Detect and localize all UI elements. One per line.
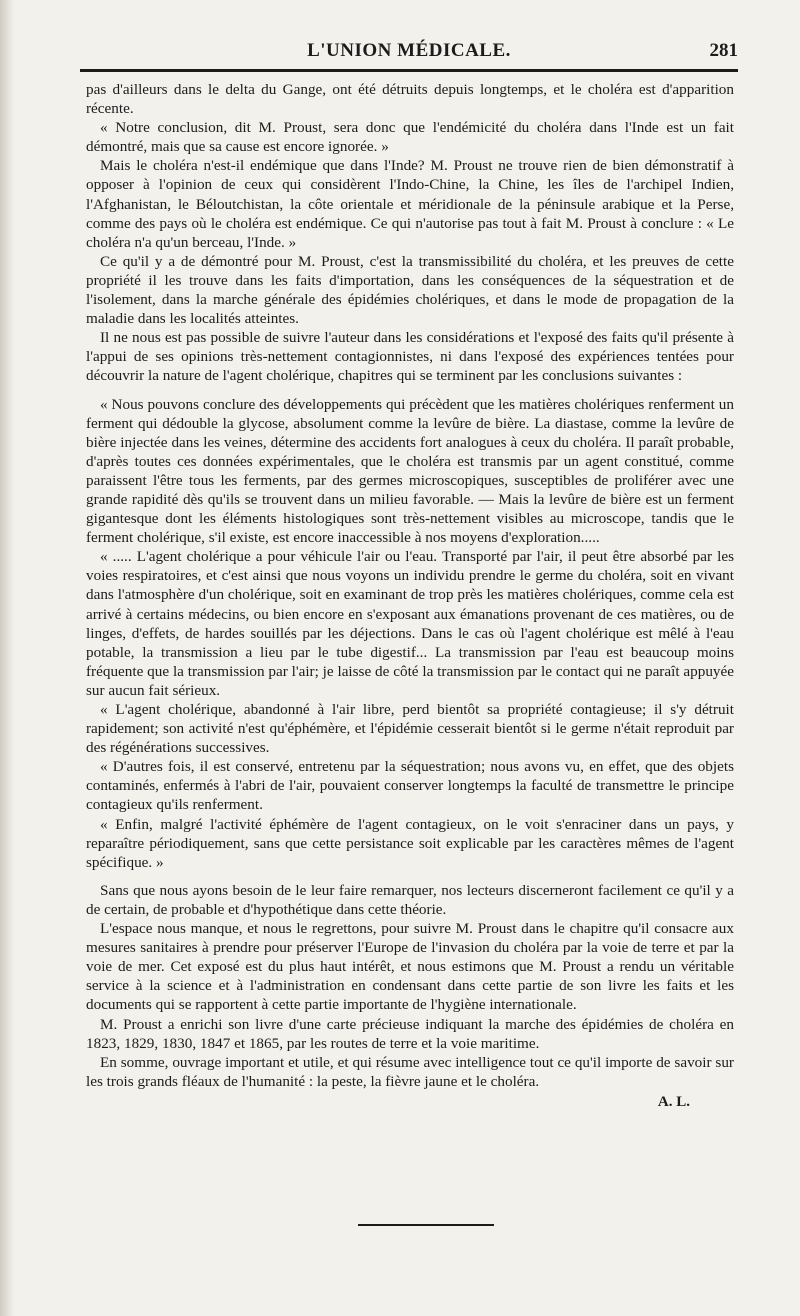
author-signature: A. L. <box>657 1093 690 1110</box>
quote-paragraph-1: « Nous pouvons conclure des développements qui précèdent que les matières cholériques renferment un ferment qui dédouble la glycose, absolument comme la levûre de bière. La diastase, comme la levûre de bière injectée dans les veines, détermine des accidents fort analogues à ceux du choléra. Il paraît probable, d'après toutes ces données expérimentales, que le choléra est transmis par un agent constitué, comme paraissent l'être tous les ferments, par des germes microscopiques, susceptibles de proliférer avec une grande rapidité dès qu'ils se trouvent dans un milieu favorable. — Mais la levûre de bière est un ferment gigantesque dont les éléments histologiques sont très-nettement visibles au microscope, tandis que le ferment cholérique, s'il existe, est encore inaccessible à nos moyens d'exploration..... <box>86 395 734 547</box>
paragraph-1: pas d'ailleurs dans le delta du Gange, ont été détruits depuis longtemps, et le choléra est d'apparition récente. <box>86 81 734 118</box>
quote-paragraph-2: « ..... L'agent cholérique a pour véhicule l'air ou l'eau. Transporté par l'air, il peut être absorbé par les voies respiratoires, et c'est ainsi que nous voyons un individu prendre le germe du choléra, soit en vivant dans l'atmosphère d'un cholérique, soit en examinant de trop près les matières cholériques, comme cela est arrivé à certains médecins, ou bien encore en s'exposant aux émanations provenant de ces matières, ou de linges, d'effets, de hardes souillés par les déjections. Dans le cas où l'agent cholérique est mêlé à l'eau potable, la transmission a lieu par le tube digestif... La transmission par l'eau est beaucoup moins fréquente que la transmission par l'air; je laisse de côté la transmission par le contact qui ne paraît appuyée sur aucun fait sérieux. <box>86 548 734 699</box>
paragraph-4: Ce qu'il y a de démontré pour M. Proust, c'est la transmissibilité du choléra, et les preuves de cette propriété il les trouve dans les faits d'importation, dans les conséquences de la séquestration et de l'isolement, dans la marche générale des épidémies cholériques, et dans le mode de propagation de la maladie dans les localités atteintes. <box>86 252 734 328</box>
quote-paragraph-3: « L'agent cholérique, abandonné à l'air libre, perd bientôt sa propriété contagieuse; il s'y détruit rapidement; son activité n'est qu'éphémère, et l'épidémie cesserait bientôt si le germe n'était reproduit par des régénérations successives. <box>86 701 734 757</box>
page-header <box>80 40 738 66</box>
paragraph-5: Il ne nous est pas possible de suivre l'auteur dans les considérations et l'exposé des faits qu'il présente à l'appui de ses opinions très-nettement contagionnistes, ni dans l'exposé des expériences tentées pour découvrir la nature de l'agent cholérique, chapitres qui se terminent par les conclusions suivantes : <box>86 329 734 385</box>
page-number: 281 <box>709 40 738 61</box>
end-rule <box>358 1224 494 1226</box>
page-spine-shadow <box>0 0 14 1316</box>
paragraph-3: Mais le choléra n'est-il endémique que dans l'Inde? M. Proust ne trouve rien de bien démonstratif à opposer à l'opinion de ceux qui considèrent l'Indo-Chine, la Chine, les îles de l'archipel Indien, l'Afghanistan, le Béloutchistan, la côte orientale et méridionale de la péninsule arabique et la Perse, comme des pays où le choléra est endémique. Ce qui n'autorise pas tout à fait M. Proust à conclure : « Le choléra n'a qu'un berceau, l'Inde. » <box>86 157 734 251</box>
paragraph-2: « Notre conclusion, dit M. Proust, sera donc que l'endémicité du choléra dans l'Inde est un fait démontré, mais que sa cause est encore ignorée. » <box>86 119 734 156</box>
header-rule <box>80 69 738 72</box>
paragraph-7: L'espace nous manque, et nous le regrettons, pour suivre M. Proust dans le chapitre qu'il consacre aux mesures sanitaires à prendre pour préserver l'Europe de l'invasion du choléra par la voie de terre et par la voie de mer. Cet exposé est du plus haut intérêt, et nous estimons que M. Proust a rendu un véritable service à la science et à l'administration en condensant dans cette partie de son livre les faits et les documents qui se rapportent à cette partie importante de l'hygiène internationale. <box>86 920 734 1014</box>
paragraph-9: En somme, ouvrage important et utile, et qui résume avec intelligence tout ce qu'il importe de savoir sur les trois grands fléaux de l'humanité : la peste, la fièvre jaune et le choléra. <box>86 1053 734 1090</box>
quote-paragraph-4: « D'autres fois, il est conservé, entretenu par la séquestration; nous avons vu, en effet, que des objets contaminés, enfermés à l'abri de l'air, pouvaient conserver longtemps la faculté de transmettre le principe contagieux qu'ils renferment. <box>86 758 734 814</box>
paragraph-8: M. Proust a enrichi son livre d'une carte précieuse indiquant la marche des épidémies de choléra en 1823, 1829, 1830, 1847 et 1865, par les routes de terre et la voie maritime. <box>86 1015 734 1052</box>
quote-paragraph-5: « Enfin, malgré l'activité éphémère de l'agent contagieux, on le voit s'enraciner dans un pays, y reparaître périodiquement, sans que cette persistance soit explicable par les caractères mêmes de l'agent spécifique. » <box>86 815 734 871</box>
paragraph-6: Sans que nous ayons besoin de le leur faire remarquer, nos lecteurs discerneront facilement ce qu'il y a de certain, de probable et d'hypothétique dans cette théorie. <box>86 881 734 918</box>
running-title: L'UNION MÉDICALE. <box>307 40 511 61</box>
article-body <box>86 80 734 1112</box>
